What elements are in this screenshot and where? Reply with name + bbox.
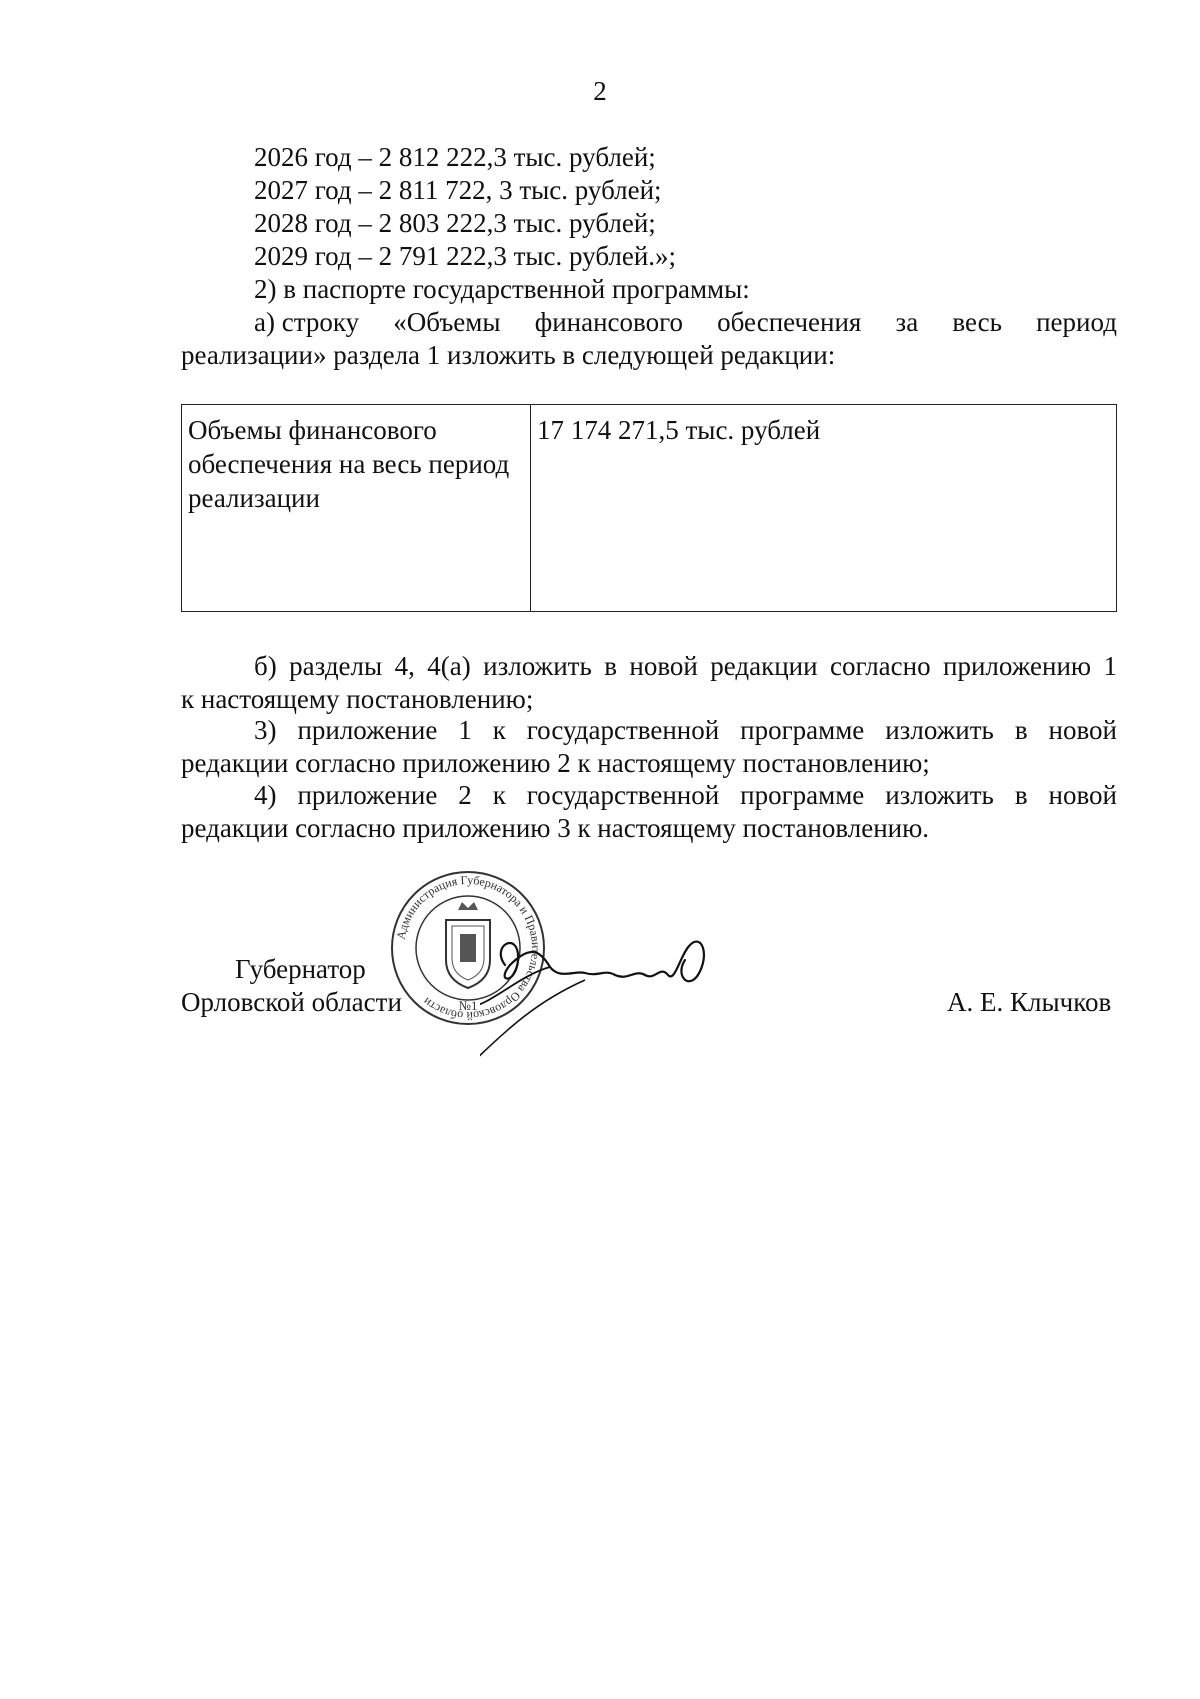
word: 4(а) [427,651,471,681]
word: 3) [254,715,277,745]
word: государственной [526,715,720,745]
seal-number: №1 [458,998,478,1013]
table-label-line: обеспечения на весь период [188,449,510,479]
word: за [895,307,919,337]
word: финансового [534,307,683,337]
item-4-line2: редакции согласно приложению 3 к настоящему постановлению. [181,813,930,843]
word: новой [629,651,698,681]
word: к [492,780,506,810]
word: разделы [289,651,383,681]
table-label-cell [182,405,531,611]
word: 4) [254,780,277,810]
funding-line-2029: 2029 год – 2 791 222,3 тыс. рублей.»; [254,241,677,271]
signatory-position-line1: Губернатор [235,954,366,984]
word: изложить [483,651,592,681]
word: обеспечения [717,307,862,337]
funding-line-2027: 2027 год – 2 811 722, 3 тыс. рублей; [254,175,662,205]
word: приложение [297,780,438,810]
word: программе [740,780,865,810]
table-value-cell [531,405,1116,611]
word: 1 [1103,651,1117,681]
word: б) [254,651,277,681]
item-3-line2: редакции согласно приложению 2 к настоящему постановлению; [181,748,930,778]
word: в [1014,715,1028,745]
word: новой [1048,780,1117,810]
handwritten-signature-icon [480,905,730,1075]
word: период [1036,307,1117,337]
word: 2 [458,780,472,810]
word: редакции [710,651,818,681]
item-2b-line2: к настоящему постановлению; [181,684,534,714]
item-4-line1 [254,779,1117,811]
word: «Объемы [393,307,501,337]
seal-arc-text: Администрация Губернатора и Правительства Орловской области [393,872,544,1024]
word: а) строку [254,307,360,337]
item-2-text: 2) в паспорте государственной программы: [254,274,750,304]
word: к [492,715,506,745]
table-value: 17 174 271,5 тыс. рублей [537,415,821,445]
word: согласно [830,651,931,681]
word: в [1014,780,1028,810]
word: весь [952,307,1002,337]
funding-line-2028: 2028 год – 2 803 222,3 тыс. рублей; [254,208,656,238]
word: программе [740,715,865,745]
item-2b-line1 [254,650,1117,682]
table-label-line: реализации [188,483,320,513]
funding-line-2026: 2026 год – 2 812 222,3 тыс. рублей; [254,142,656,172]
word: приложение [297,715,438,745]
item-2a-line2: реализации» раздела 1 изложить в следующей редакции: [181,340,836,370]
table-label-line: Объемы финансового [188,415,437,445]
word: в [604,651,617,681]
word: 1 [458,715,472,745]
word: новой [1048,715,1117,745]
item-2a-line1 [254,306,1117,338]
word: приложению [943,651,1092,681]
item-3-line1 [254,714,1117,746]
funding-table [181,404,1117,612]
word: 4, [394,651,415,681]
word: изложить [885,715,994,745]
word: государственной [526,780,720,810]
word: изложить [885,780,994,810]
page-number: 2 [593,76,607,106]
signatory-position-line2: Орловской области [181,987,402,1017]
signatory-name: А. Е. Клычков [947,987,1112,1017]
